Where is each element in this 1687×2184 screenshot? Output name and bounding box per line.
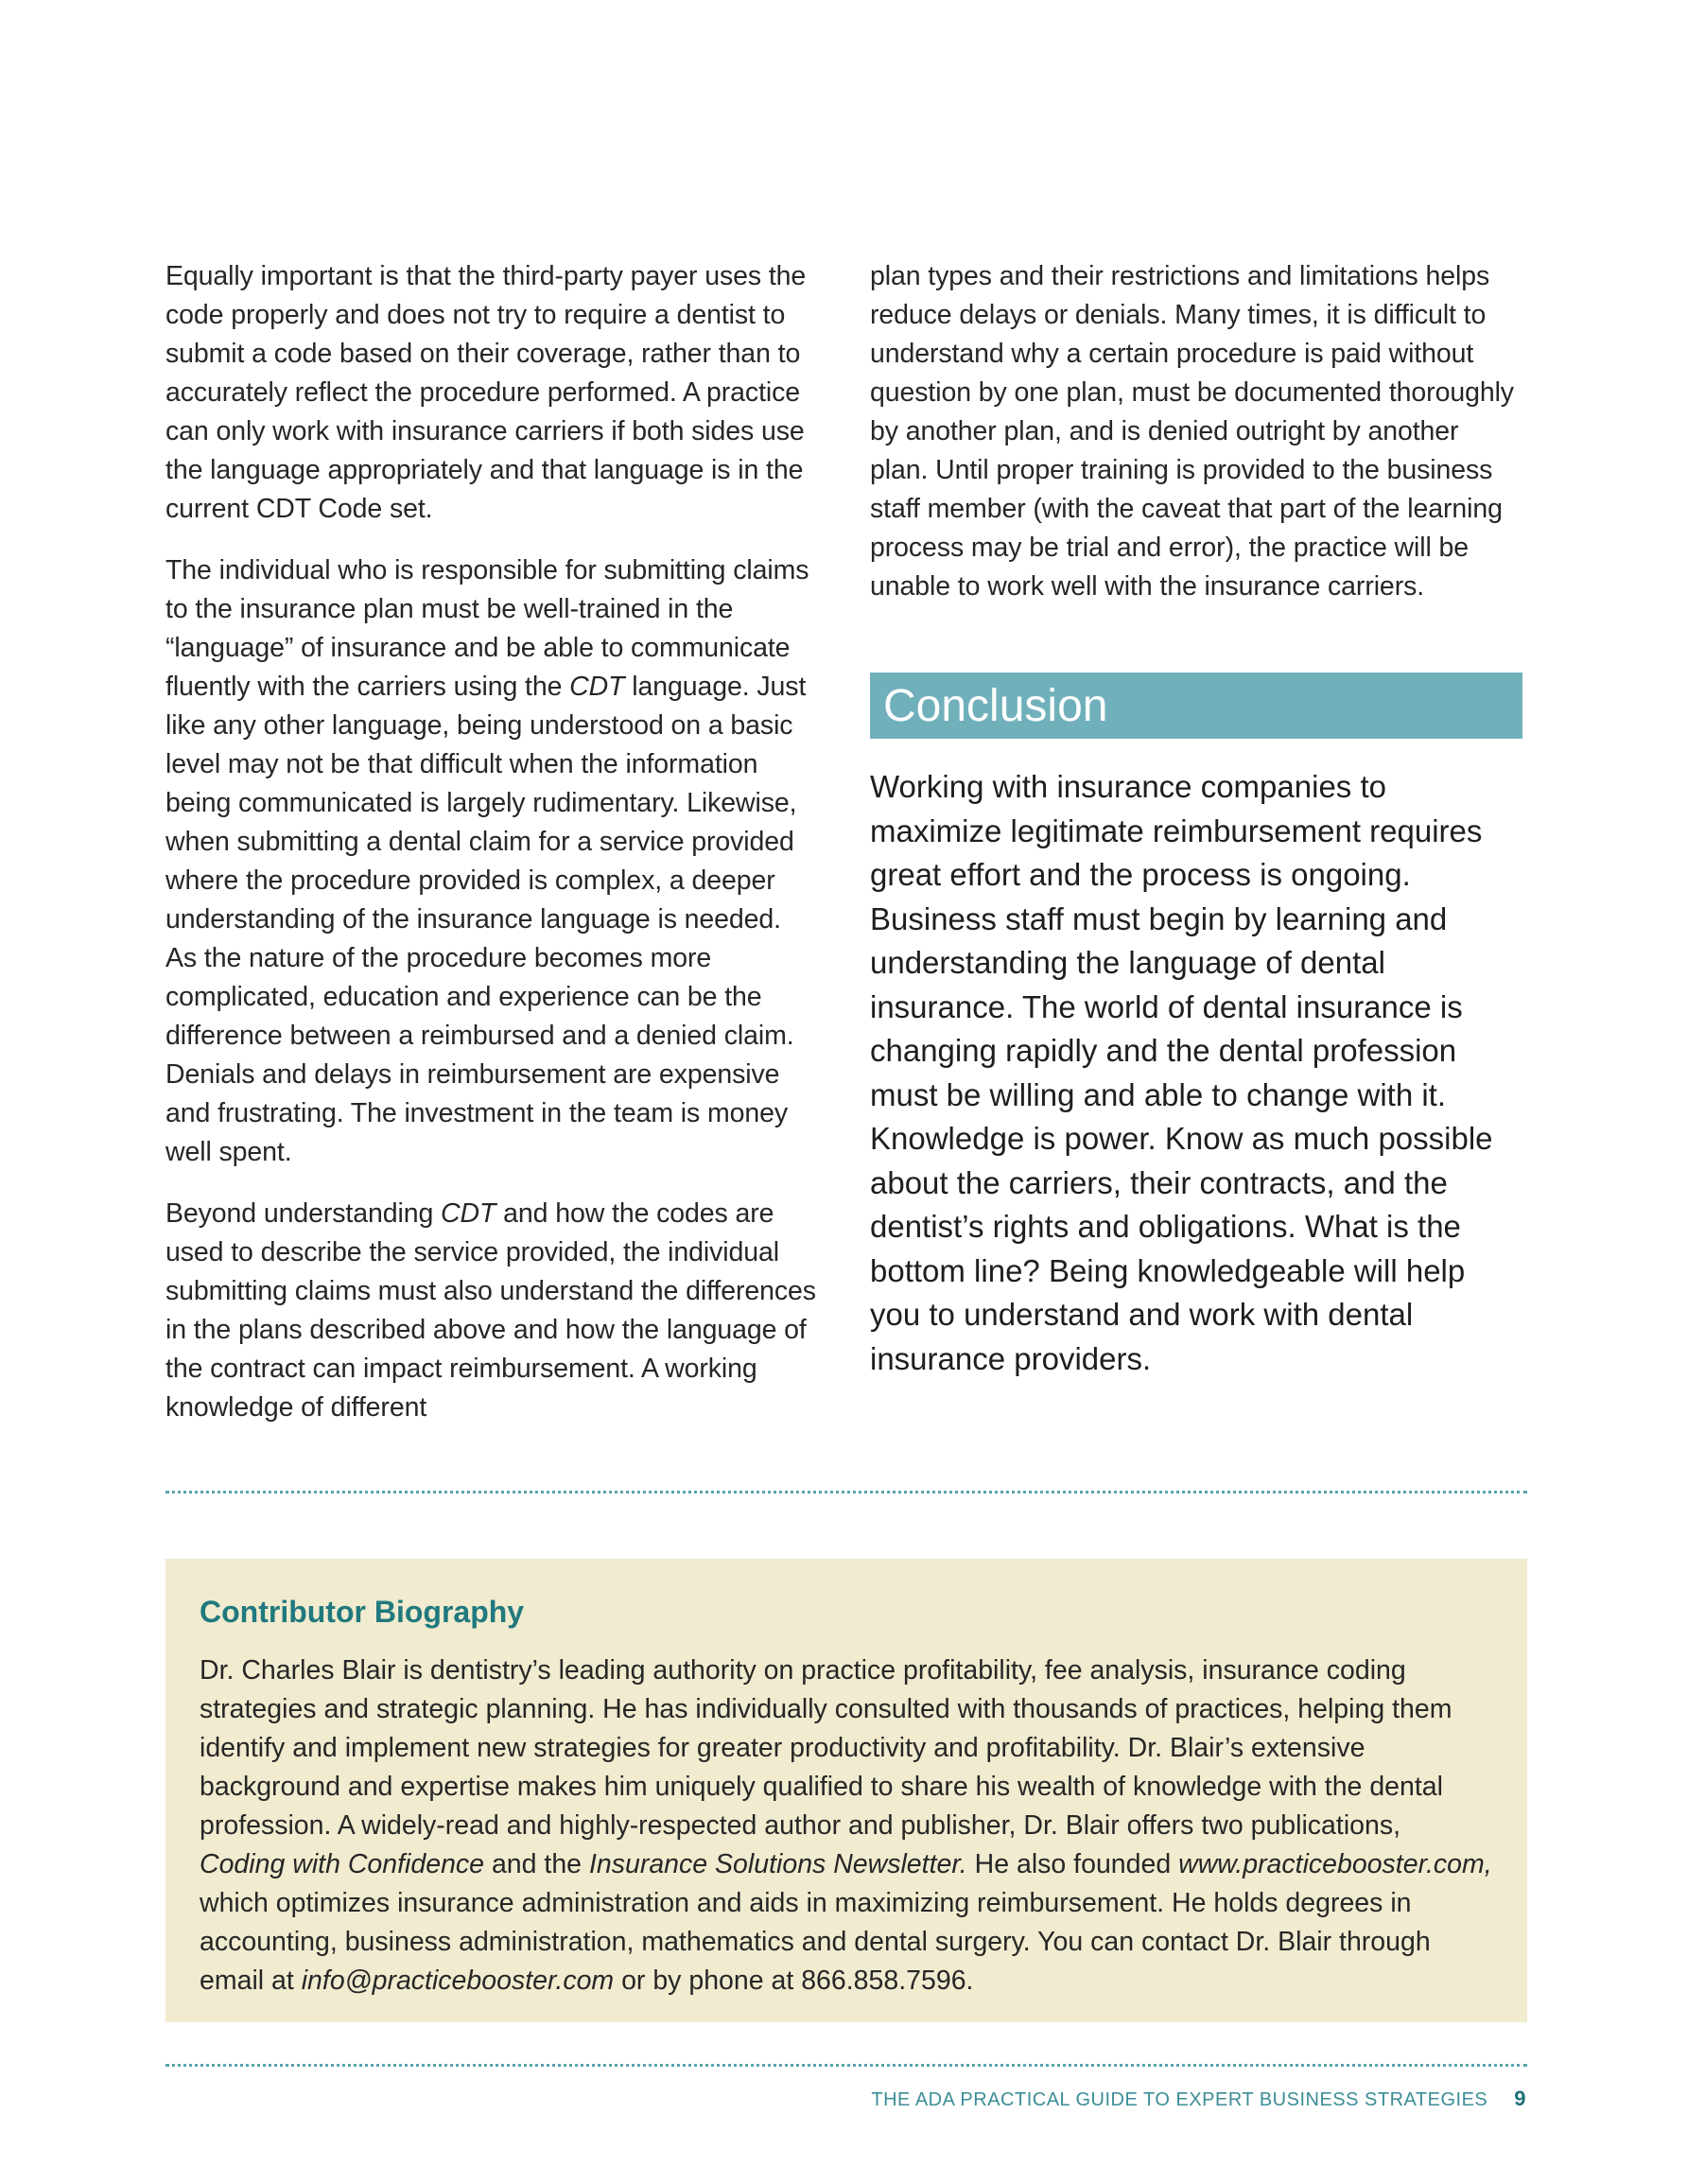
cdt-term: CDT [569, 672, 625, 702]
dotted-divider-bottom [165, 2064, 1527, 2067]
dotted-divider-top [165, 1491, 1527, 1494]
bio-text-3: He also founded [966, 1849, 1179, 1879]
contributor-biography-box [165, 1559, 1527, 2022]
page-number: 9 [1514, 2087, 1526, 2110]
page-footer [871, 2087, 1526, 2111]
left-column [165, 257, 818, 1450]
cdt-term: CDT [441, 1198, 496, 1229]
left-paragraph-2-rest: language. Just like any other language, being understood on a basic level may not be that difficult when the information being communicated is largely rudimentary. Likewise, when submitting a dental claim for a service provided where the procedure provided is complex, a deeper understanding of the insurance language is needed. As the nature of the procedure becomes more complicated, education and experience can be the difference between a reimbursed and a denied claim. Denials and delays in reimbursement are expensive and frustrating. The investment in the team is money well spent. [165, 672, 807, 1167]
left-paragraph-3 [165, 1195, 818, 1427]
bio-text-5: or by phone at 866.858.7596. [614, 1966, 974, 1996]
left-paragraph-3-start: Beyond understanding [165, 1198, 442, 1229]
right-column [870, 257, 1522, 1412]
conclusion-paragraph: Working with insurance companies to maximize legitimate reimbursement requires great effort and the process is ongoing. Business staff must begin by learning and understanding the language of dental insurance. The world of dental insurance is changing rapidly and the dental profession must be willing and able to change with it. Knowledge is power. Know as much possible about the carriers, their contracts, and the dentist’s rights and obligations. What is the bottom line? Being knowledgeable will help you to understand and work with dental insurance providers. [870, 769, 1493, 1376]
left-paragraph-2 [165, 551, 818, 1172]
left-paragraph-3-rest: and how the codes are used to describe the service provided, the individual submitting claims must also understand the differences in the plans described above and how the language of the contract can impact reimbursement. A working knowledge of different [165, 1198, 816, 1423]
bio-text-2: and the [484, 1849, 589, 1879]
email-link[interactable]: info@practicebooster.com [301, 1966, 615, 1996]
bio-title: Contributor Biography [200, 1595, 525, 1629]
website-link[interactable]: www.practicebooster.com, [1178, 1849, 1492, 1879]
bio-text-4: which optimizes insurance administration and aids in maximizing reimbursement. He holds degrees in accounting, business administration, mathematics and dental surgery. You can contact Dr. Blair through email at [200, 1888, 1431, 1996]
footer-title: THE ADA PRACTICAL GUIDE TO EXPERT BUSINESS STRATEGIES [871, 2089, 1488, 2110]
left-paragraph-2-start: The individual who is responsible for submitting claims to the insurance plan must be well-trained in the “language” of insurance and be able to communicate fluently with the carriers using the [165, 555, 809, 702]
right-paragraph-1: plan types and their restrictions and limitations helps reduce delays or denials. Many times, it is difficult to understand why a certain procedure is paid without question by one plan, must be documented thoroughly by another plan, and is denied outright by another plan. Until proper training is provided to the business staff member (with the caveat that part of the learning process may be trial and error), the practice will be unable to work well with the insurance carriers. [870, 261, 1514, 602]
publication-title: Coding with Confidence [200, 1849, 485, 1879]
left-paragraph-1: Equally important is that the third-party payer uses the code properly and does not try to require a dentist to submit a code based on their coverage, rather than to accurately reflect the procedure performed. A practice can only work with insurance carriers if both sides use the language appropriately and that language is in the current CDT Code set. [165, 261, 807, 524]
conclusion-heading: Conclusion [870, 673, 1522, 739]
bio-text [200, 1651, 1493, 2001]
newsletter-title: Insurance Solutions Newsletter. [588, 1849, 967, 1879]
bio-text-1: Dr. Charles Blair is dentistry’s leading authority on practice profitability, fee analysis, insurance coding strategies and strategic planning. He has individually consulted with thousands of practices, helping them identify and implement new strategies for greater productivity and profitability. Dr. Blair’s extensive background and expertise makes him uniquely qualified to share his wealth of knowledge with the dental profession. A widely-read and highly-respected author and publisher, Dr. Blair offers two publications, [200, 1655, 1452, 1841]
